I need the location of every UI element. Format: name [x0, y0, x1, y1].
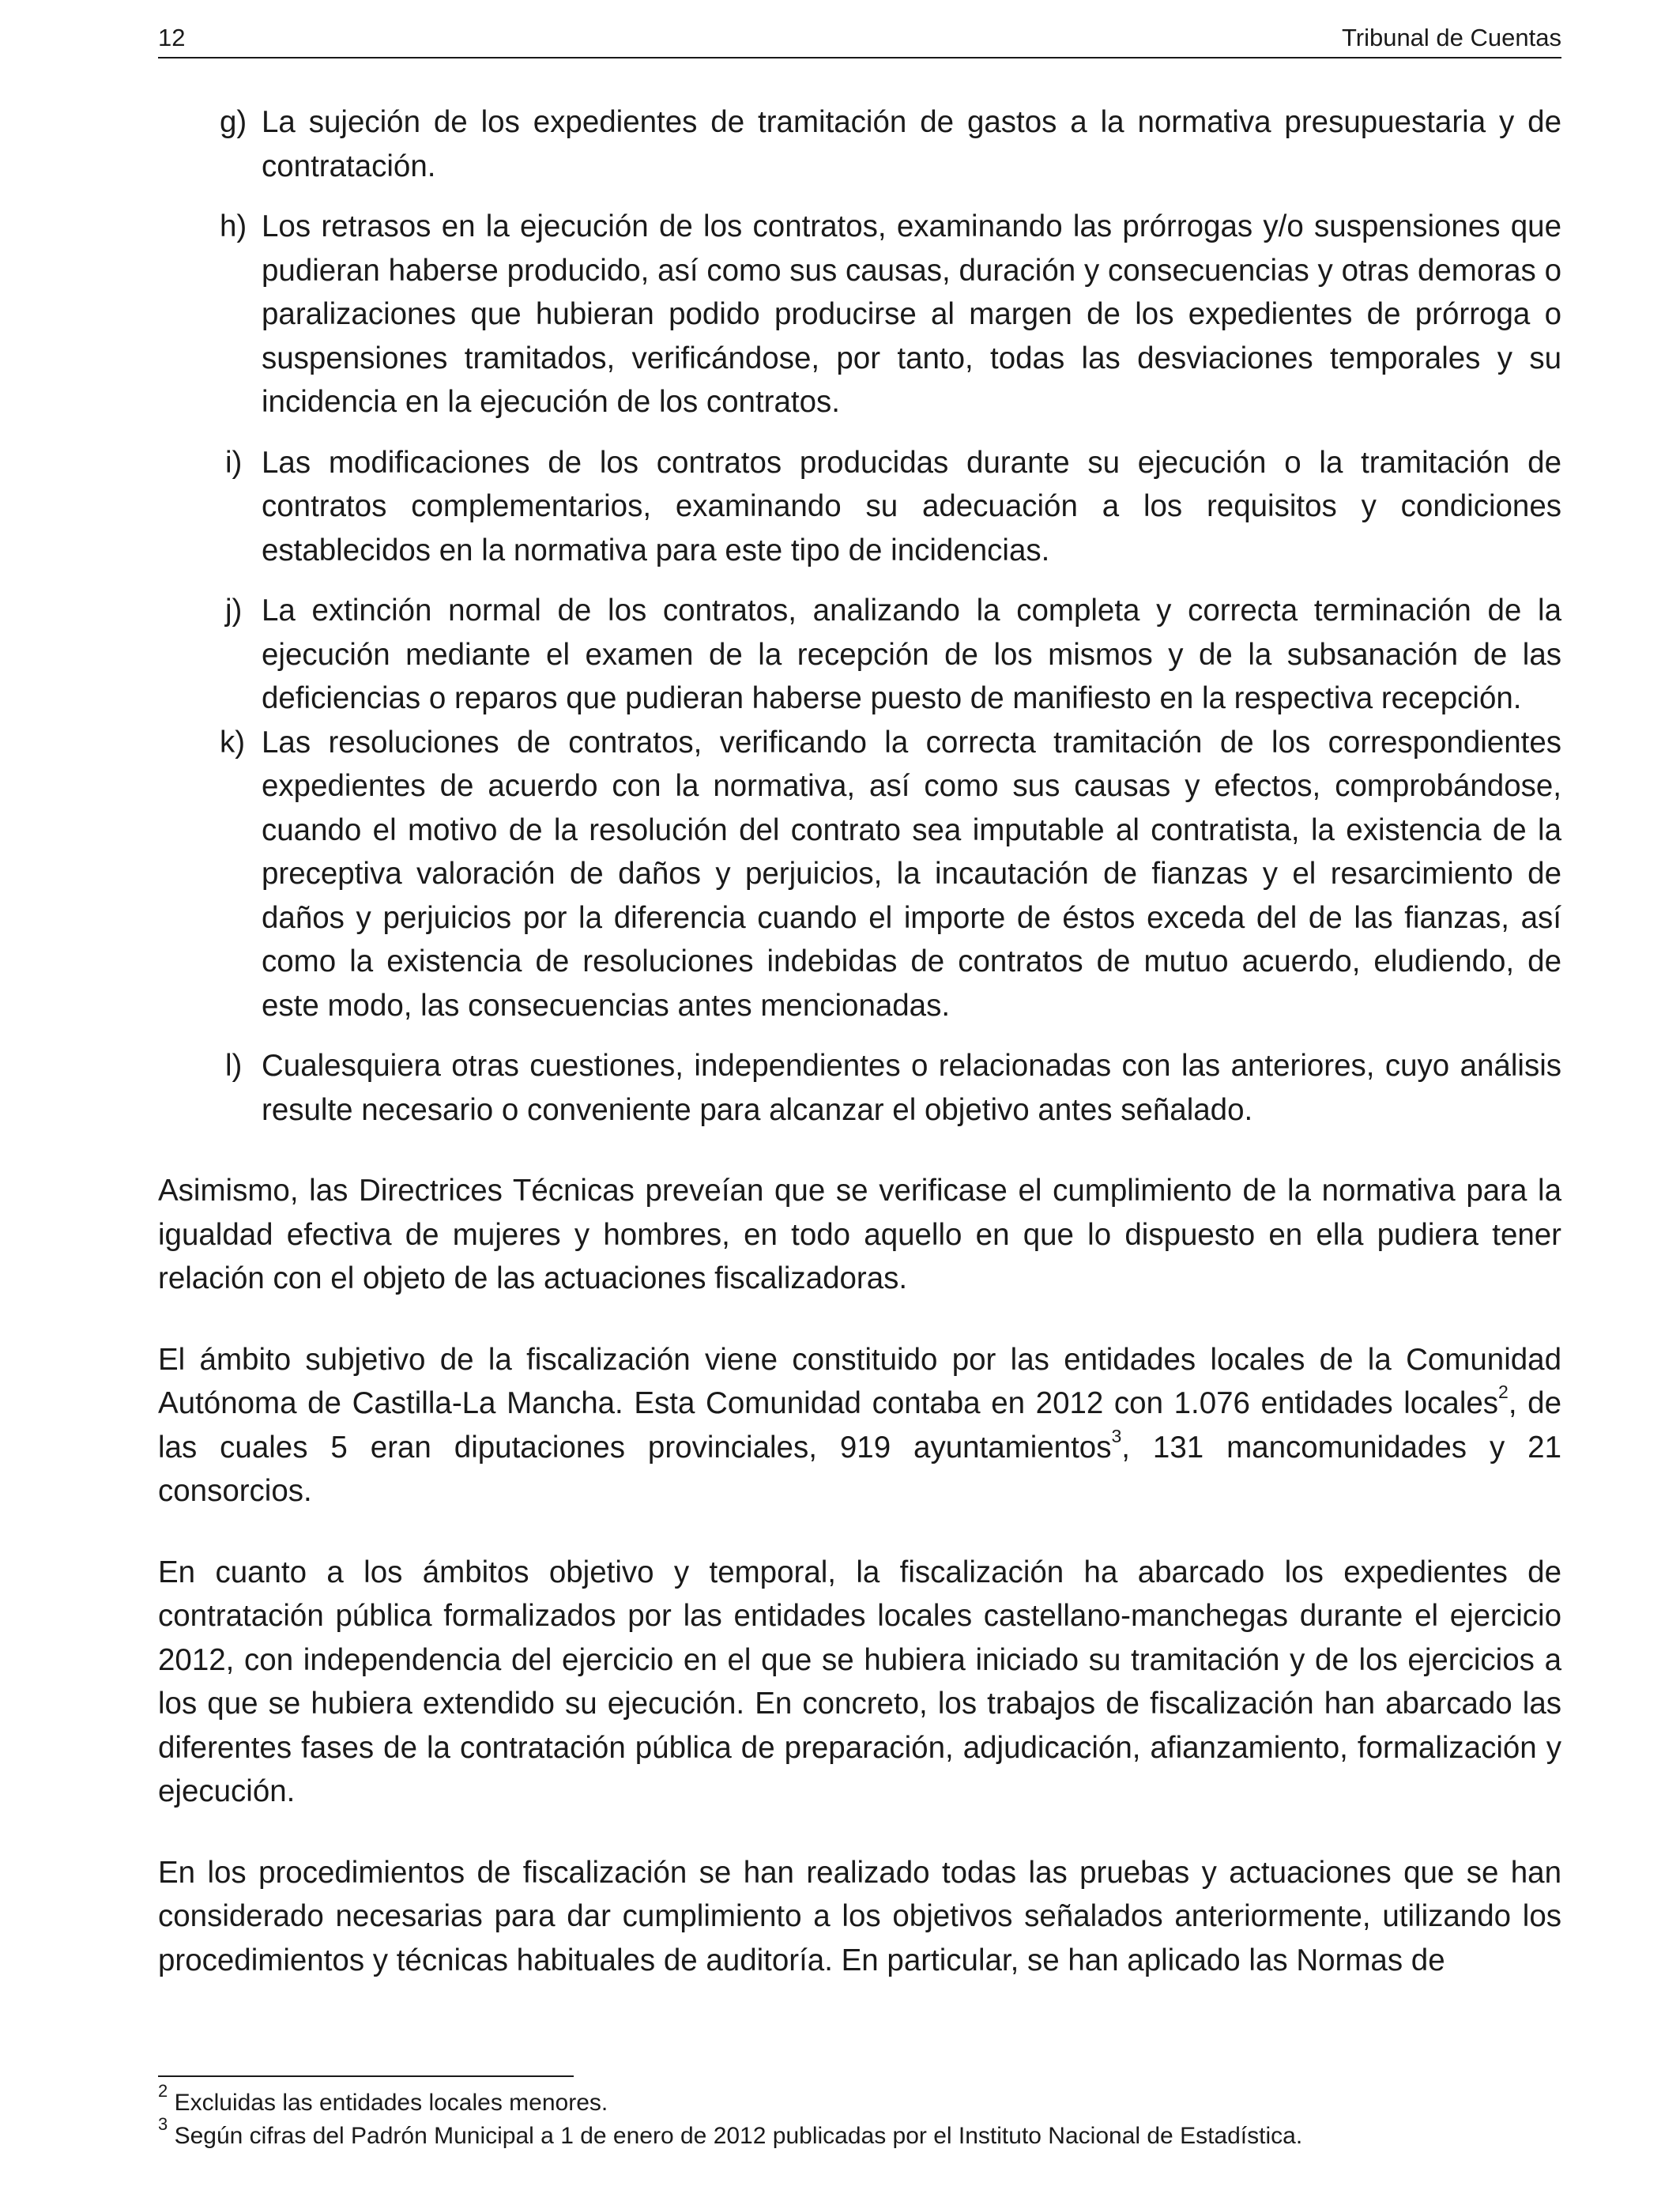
list-item-marker: j)	[225, 594, 243, 628]
list-item-text: Las modificaciones de los contratos producidas durante su ejecución o la tramitación de contratos complementarios, examinando su adecuación a los requisitos y condiciones establecidos en la normativa para este tipo de incidencias.	[262, 445, 1561, 567]
footnote-ref: 2	[1498, 1382, 1509, 1403]
footnote	[158, 2114, 1561, 2153]
footnote-text: Según cifras del Padrón Municipal a 1 de enero de 2012 publicadas por el Instituto Nacional de Estadística.	[168, 2123, 1303, 2149]
document-page	[158, 0, 1561, 2194]
list-item	[158, 589, 1561, 721]
paragraph-text: El ámbito subjetivo de la fiscalización viene constituido por las entidades locales de la Comunidad Autónoma de Castilla-La Mancha. Esta Comunidad contaba en 2012 con 1.076 entidades locales	[158, 1342, 1561, 1420]
footnote-ref: 3	[1111, 1425, 1122, 1446]
page-number: 12	[158, 24, 186, 51]
paragraph-procedures: En los procedimientos de fiscalización se han realizado todas las pruebas y actuaciones que se han considerado necesarias para dar cumplimiento a los objetivos señalados anteriormente, utilizando los procedimientos y técnicas habituales de auditoría. En particular, se han aplicado las Normas de	[158, 1855, 1561, 1977]
list-item	[158, 1044, 1561, 1132]
page-header	[158, 22, 1561, 58]
list-item-text: Los retrasos en la ejecución de los contratos, examinando las prórrogas y/o suspensiones que pudieran haberse producido, así como sus causas, duración y consecuencias y otras demoras o paralizaciones que hubieran podido producirse al margen de los expedientes de prórroga o suspensiones tramitados, verificándose, por tanto, todas las desviaciones temporales y su incidencia en la ejecución de los contratos.	[262, 209, 1561, 419]
list-item-marker: g)	[220, 105, 247, 139]
list-item-text: La sujeción de los expedientes de tramitación de gastos a la normativa presupuestaria y de contratación.	[262, 105, 1561, 183]
list-item-marker: k)	[220, 725, 246, 760]
list-item-marker: l)	[225, 1049, 243, 1083]
footnote-number: 2	[158, 2081, 168, 2101]
footnote-number: 3	[158, 2114, 168, 2134]
footnote-divider	[158, 2075, 574, 2077]
list-item-marker: h)	[220, 209, 247, 243]
header-organization: Tribunal de Cuentas	[1341, 24, 1561, 51]
paragraph-text: , de las cuales 5 eran diputaciones provinciales, 919 ayuntamientos	[158, 1386, 1561, 1465]
list-item	[158, 100, 1561, 188]
list-item	[158, 205, 1561, 424]
paragraph-equality: Asimismo, las Directrices Técnicas preveían que se verificase el cumplimiento de la normativa para la igualdad efectiva de mujeres y hombres, en todo aquello en que lo dispuesto en ella pudiera tener relación con el objeto de las actuaciones fiscalizadoras.	[158, 1174, 1561, 1295]
list-item-marker: i)	[225, 445, 243, 480]
list-item-text: Las resoluciones de contratos, verificando la correcta tramitación de los correspondientes expedientes de acuerdo con la normativa, así como sus causas y efectos, comprobándose, cuando el motivo de la resolución del contrato sea imputable al contratista, la existencia de la preceptiva valoración de daños y perjuicios, la incautación de fianzas y el resarcimiento de daños y perjuicios por la diferencia cuando el importe de éstos exceda del de las fianzas, así como la existencia de resoluciones indebidas de contratos de mutuo acuerdo, eludiendo, de este modo, las consecuencias antes mencionadas.	[262, 725, 1561, 1023]
list-item-text: La extinción normal de los contratos, analizando la completa y correcta terminación de la ejecución mediante el examen de la recepción de los mismos y de la subsanación de las deficiencias o reparos que pudieran haberse puesto de manifiesto en la respectiva recepción.	[262, 594, 1561, 715]
list-item	[158, 721, 1561, 1028]
list-item	[158, 441, 1561, 573]
paragraph-scope-objective: En cuanto a los ámbitos objetivo y temporal, la fiscalización ha abarcado los expedientes de contratación pública formalizados por las entidades locales castellano-manchegas durante el ejercicio 2012, con independencia del ejercicio en el que se hubiera iniciado su tramitación y de los ejercicios a los que se hubiera extendido su ejecución. En concreto, los trabajos de fiscalización han abarcado las diferentes fases de la contratación pública de preparación, adjudicación, afianzamiento, formalización y ejecución.	[158, 1555, 1561, 1808]
footnote	[158, 2081, 1561, 2120]
list-item-text: Cualesquiera otras cuestiones, independientes o relacionadas con las anteriores, cuyo análisis resulte necesario o conveniente para alcanzar el objetivo antes señalado.	[262, 1049, 1561, 1127]
footnotes	[158, 2081, 1561, 2153]
main-content	[158, 100, 1561, 2019]
paragraph-scope-subjective	[158, 1338, 1561, 1514]
paragraph-text: , 131 mancomunidades y 21 consorcios.	[158, 1430, 1561, 1508]
footnote-text: Excluidas las entidades locales menores.	[168, 2090, 608, 2116]
criteria-list	[158, 100, 1561, 1132]
